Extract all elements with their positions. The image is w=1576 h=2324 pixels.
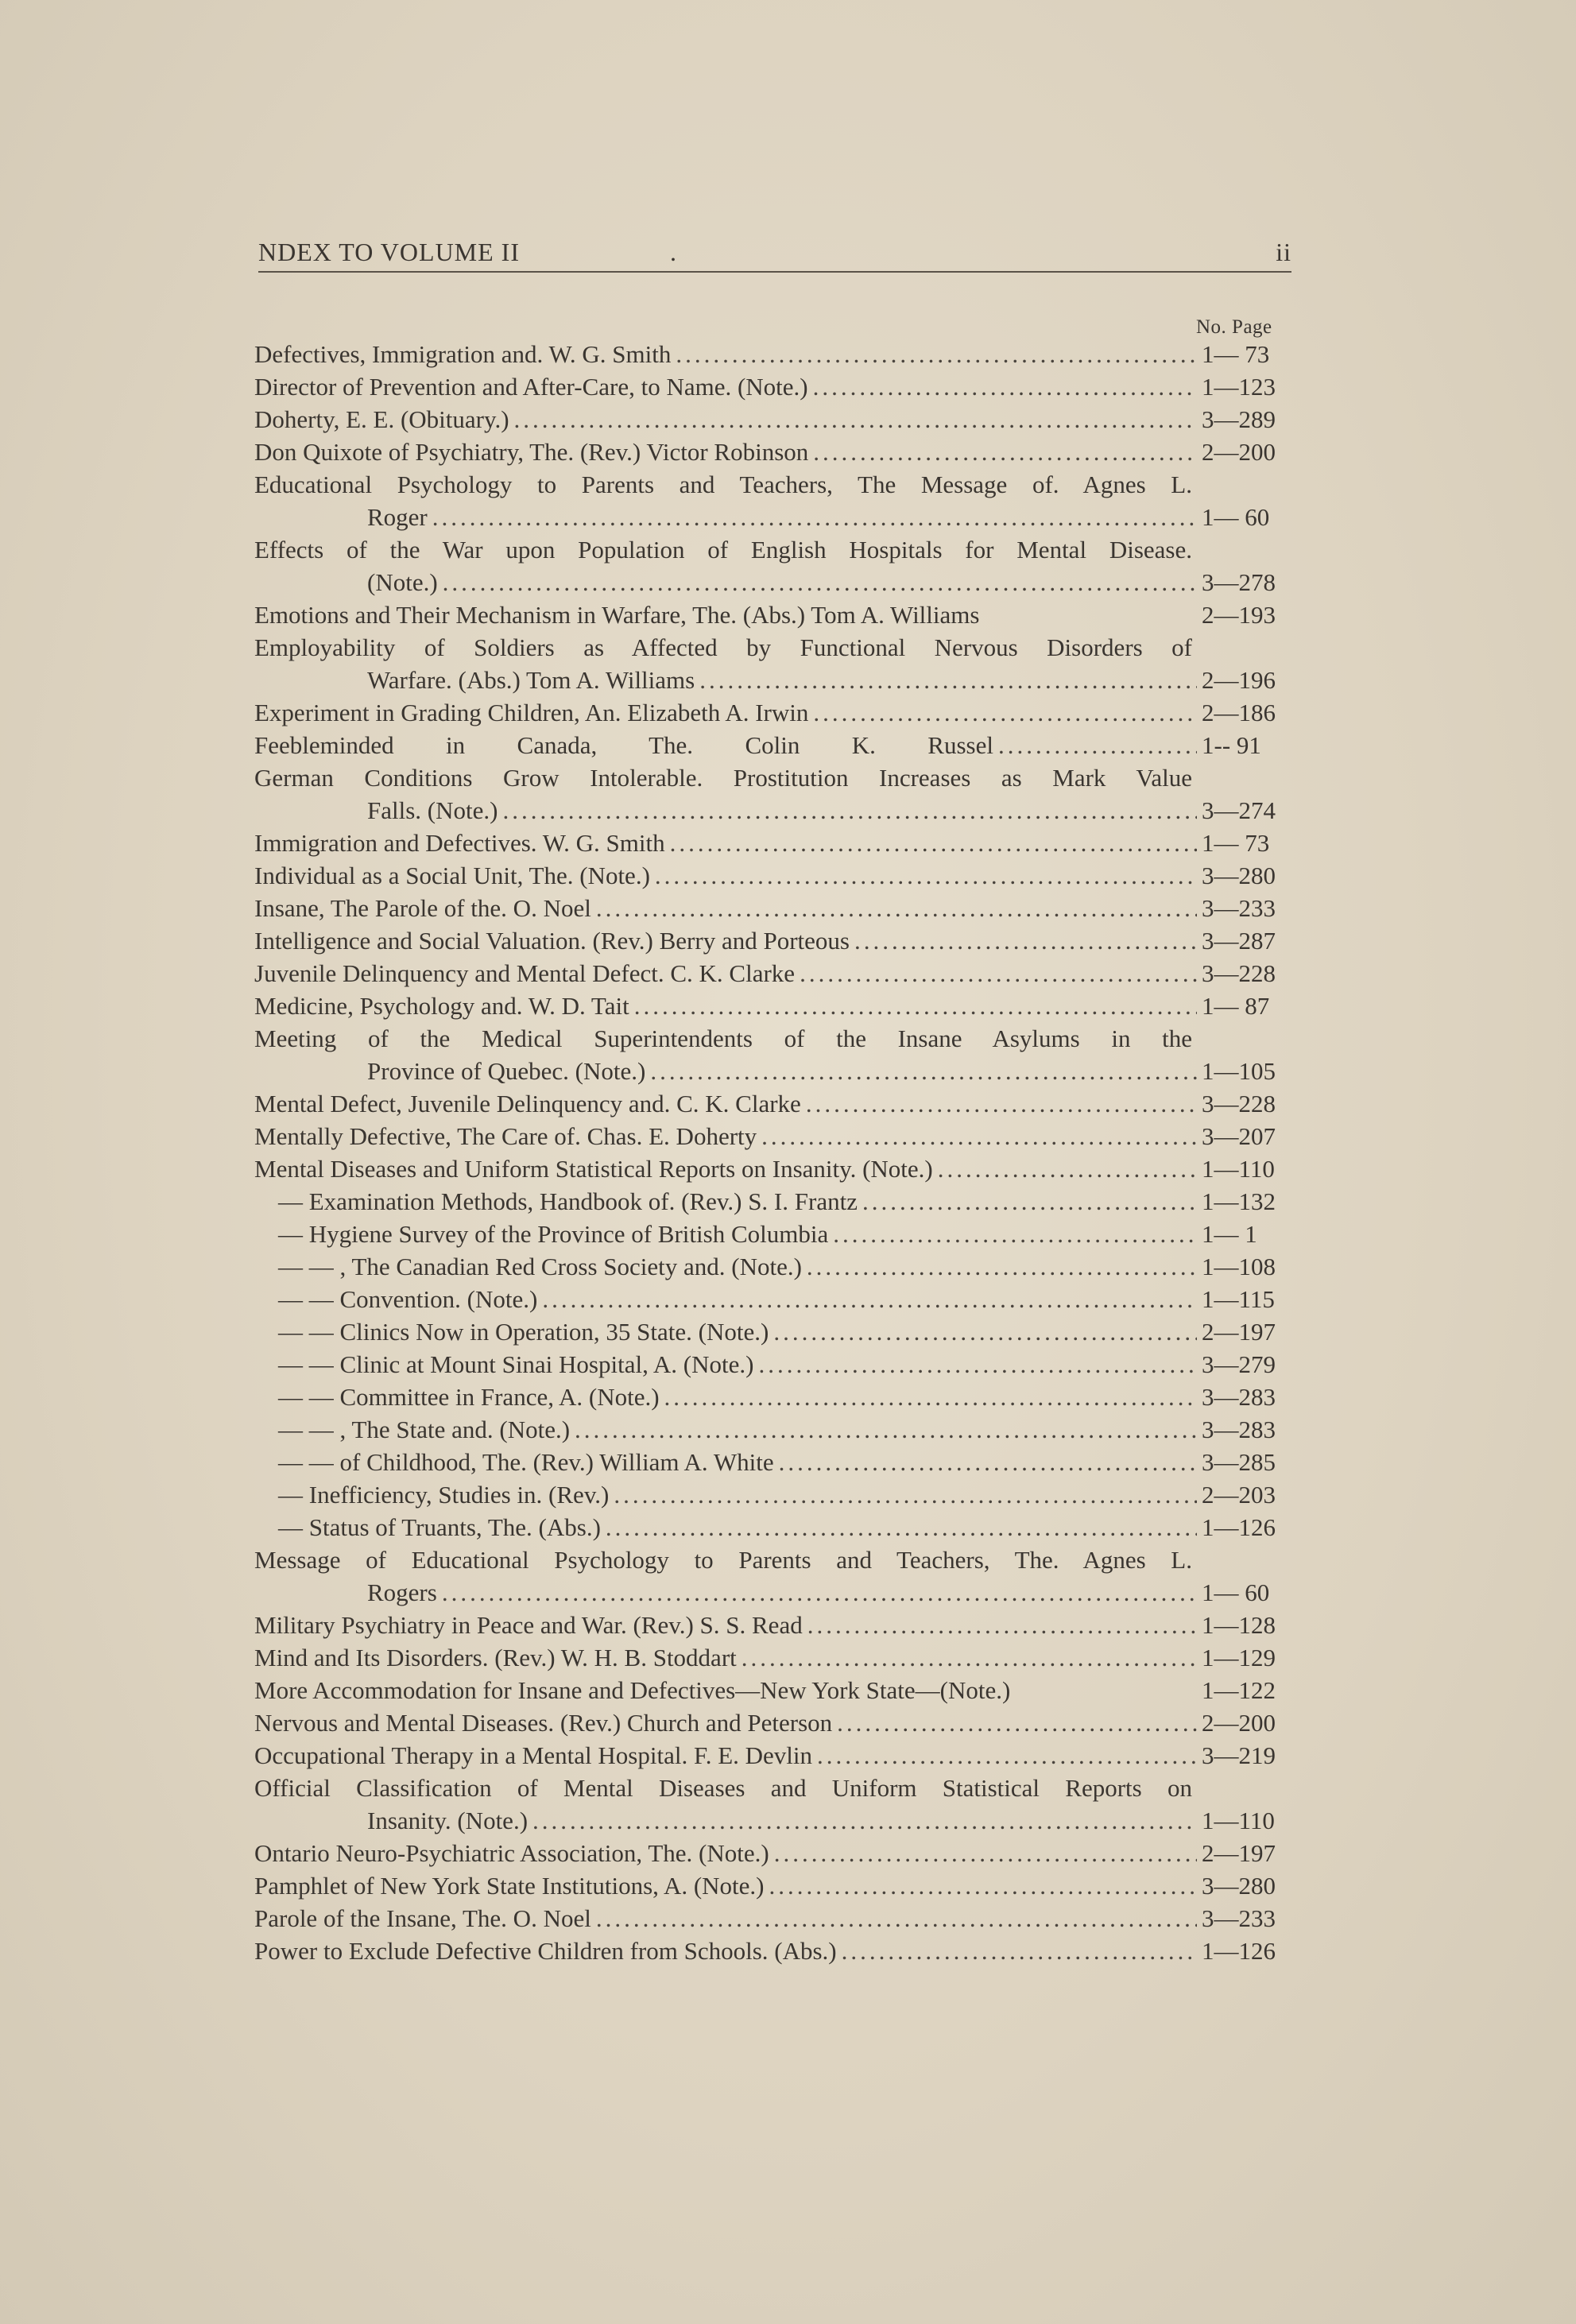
page-reference: 3—283 [1202,1383,1276,1411]
index-entry [254,1185,1295,1218]
page-reference: 2—193 [1202,601,1276,629]
index-entry [254,1706,1295,1739]
entry-text: Province of Quebec. (Note.) [367,1057,646,1085]
index-entry [254,1674,1295,1706]
entry-line [254,501,1295,533]
entry-text: Meeting of the Medical Superintendents of the Insane Asylums in the [254,1024,1192,1052]
entry-line [254,1706,1295,1739]
entry-line-wrapped [254,1544,1295,1576]
entry-text: Rogers [367,1578,437,1606]
entry-text: Director of Prevention and After-Care, to Name. (Note.) [254,373,808,401]
leader-dots [664,1381,1197,1413]
entry-text: Feebleminded in Canada, The. Colin K. Russel [254,731,993,759]
page-reference: 2—200 [1202,1709,1276,1737]
entry-line [254,1935,1295,1967]
entry-line [254,1609,1295,1641]
entry-text: Individual as a Social Unit, The. (Note.) [254,862,650,889]
header-rule [258,271,1291,273]
index-entries [254,338,1295,1967]
entry-text: — — Committee in France, A. (Note.) [278,1383,660,1411]
entry-line [254,1283,1295,1315]
index-entry [254,957,1295,990]
leader-dots [773,1315,1197,1348]
entry-text: (Note.) [367,568,438,596]
entry-text: Message of Educational Psychology to Parents and Teachers, The. Agnes L. [254,1546,1192,1574]
index-entry [254,924,1295,957]
page-reference: 1—126 [1202,1513,1276,1541]
page-reference: 1—128 [1202,1611,1276,1639]
entry-line [254,1218,1295,1250]
index-entry [254,338,1295,370]
index-entry [254,1087,1295,1120]
index-entry [254,1544,1295,1609]
leader-dots [998,729,1197,761]
entry-text: Parole of the Insane, The. O. Noel [254,1904,591,1932]
index-entry [254,827,1295,859]
entry-line [254,566,1295,598]
page-reference: 1—129 [1202,1644,1276,1671]
index-entry [254,1641,1295,1674]
page-reference: 2—186 [1202,699,1276,726]
entry-text: — — , The Canadian Red Cross Society and. (Note.) [278,1253,802,1280]
entry-text: — Status of Truants, The. (Abs.) [278,1513,601,1541]
leader-dots [813,370,1197,403]
leader-dots [813,696,1197,729]
entry-line [254,664,1295,696]
entry-text: Insane, The Parole of the. O. Noel [254,894,591,922]
entry-line [254,957,1295,990]
entry-line [254,892,1295,924]
leader-dots [699,664,1197,696]
entry-line-wrapped [254,533,1295,566]
leader-dots [807,1609,1197,1641]
index-entry [254,631,1295,696]
index-entry [254,1739,1295,1772]
leader-dots [938,1152,1197,1185]
page-reference: 1—123 [1202,373,1276,401]
leader-dots [800,957,1197,990]
leader-dots [443,566,1197,598]
entry-line [254,859,1295,892]
page-reference: 2—200 [1202,438,1276,466]
page-reference: 3—289 [1202,405,1276,433]
leader-dots [769,1869,1198,1902]
leader-dots [676,338,1197,370]
entry-line [254,1348,1295,1381]
entry-text: Military Psychiatry in Peace and War. (Rev.) S. S. Read [254,1611,803,1639]
index-entry [254,403,1295,436]
entry-line [254,436,1295,468]
leader-dots [817,1739,1197,1772]
index-entry [254,1152,1295,1185]
entry-line [254,1739,1295,1772]
entry-text: Official Classification of Mental Diseases and Uniform Statistical Reports on [254,1774,1192,1802]
page-reference: 3—228 [1202,959,1276,987]
leader-dots [806,1087,1197,1120]
index-entry [254,598,1295,631]
page-reference: 3—287 [1202,927,1276,955]
entry-text: Juvenile Delinquency and Mental Defect. C. K. Clarke [254,959,796,987]
entry-line [254,1087,1295,1120]
index-entry [254,696,1295,729]
index-entry [254,1446,1295,1478]
entry-line [254,1576,1295,1609]
entry-line [254,1837,1295,1869]
index-entry [254,1837,1295,1869]
page-reference: 3—278 [1202,568,1276,596]
leader-dots [854,924,1197,957]
entry-line [254,370,1295,403]
index-entry [254,729,1295,761]
page-reference: 3—219 [1202,1741,1276,1769]
leader-dots [655,859,1197,892]
page-reference: 1— 60 [1202,503,1270,531]
page-reference: 2—197 [1202,1318,1276,1346]
page-reference: 1— 60 [1202,1578,1270,1606]
index-entry [254,1413,1295,1446]
page-reference: 3—207 [1202,1122,1276,1150]
entry-line [254,696,1295,729]
entry-line [254,598,1295,631]
index-entry [254,1772,1295,1837]
leader-dots [575,1413,1197,1446]
page-reference: 2—197 [1202,1839,1276,1867]
page-reference: 3—274 [1202,796,1276,824]
page-reference: 3—283 [1202,1416,1276,1443]
page-reference: 3—279 [1202,1350,1276,1378]
page-reference: 2—203 [1202,1481,1276,1509]
entry-text: Warfare. (Abs.) Tom A. Williams [367,666,695,694]
page-reference: 1—110 [1202,1155,1275,1183]
page-reference: 3—228 [1202,1090,1276,1117]
leader-dots [862,1185,1197,1218]
page-reference: 3—280 [1202,862,1276,889]
index-entry [254,1283,1295,1315]
index-entry [254,859,1295,892]
entry-text: — — Convention. (Note.) [278,1285,538,1313]
entry-text: Medicine, Psychology and. W. D. Tait [254,992,629,1020]
leader-dots [670,827,1197,859]
index-entry [254,1218,1295,1250]
leader-dots [596,1902,1197,1935]
entry-line [254,794,1295,827]
leader-dots [502,794,1197,827]
index-entry [254,1935,1295,1967]
entry-line-wrapped [254,1772,1295,1804]
entry-line [254,1120,1295,1152]
page-reference: 3—280 [1202,1872,1276,1900]
entry-line [254,990,1295,1022]
entry-line [254,1804,1295,1837]
index-entry [254,1609,1295,1641]
leader-dots [758,1348,1197,1381]
entry-text: — — Clinic at Mount Sinai Hospital, A. (Note.) [278,1350,754,1378]
page-reference: 1—105 [1202,1057,1276,1085]
page-number: ii [1276,238,1291,266]
index-entry [254,892,1295,924]
index-entry [254,761,1295,827]
page-reference: 1— 1 [1202,1220,1257,1248]
index-entry [254,436,1295,468]
leader-dots [779,1446,1197,1478]
index-entry [254,1120,1295,1152]
entry-line [254,1674,1295,1706]
entry-line [254,1902,1295,1935]
entry-line [254,729,1295,761]
entry-line [254,1381,1295,1413]
entry-line [254,827,1295,859]
page-reference: 1—110 [1202,1807,1275,1834]
entry-line [254,1641,1295,1674]
leader-dots [442,1576,1197,1609]
entry-text: Mind and Its Disorders. (Rev.) W. H. B. Stoddart [254,1644,737,1671]
page-reference: 1—108 [1202,1253,1276,1280]
page-reference: 1—126 [1202,1937,1276,1965]
leader-dots [761,1120,1197,1152]
entry-text: — Hygiene Survey of the Province of British Columbia [278,1220,829,1248]
leader-dots [514,403,1197,436]
entry-text: Doherty, E. E. (Obituary.) [254,405,509,433]
entry-text: Roger [367,503,428,531]
page-reference: 1—115 [1202,1285,1275,1313]
page-reference: 3—233 [1202,1904,1276,1932]
leader-dots [542,1283,1197,1315]
page-reference: 1—122 [1202,1676,1276,1704]
leader-dots [774,1837,1197,1869]
entry-text: Emotions and Their Mechanism in Warfare, The. (Abs.) Tom A. Williams [254,601,980,629]
entry-line [254,1511,1295,1544]
entry-text: Effects of the War upon Population of English Hospitals for Mental Disease. [254,536,1192,564]
entry-text: Immigration and Defectives. W. G. Smith [254,829,665,857]
page-reference: 1-- 91 [1202,731,1261,759]
entry-line [254,1315,1295,1348]
column-header: No. Page [1196,316,1272,338]
entry-text: Insanity. (Note.) [367,1807,529,1834]
entry-line [254,924,1295,957]
entry-line [254,1446,1295,1478]
entry-line [254,1055,1295,1087]
index-entry [254,1022,1295,1087]
entry-text: Pamphlet of New York State Institutions, A. (Note.) [254,1872,765,1900]
leader-dots [614,1478,1197,1511]
page-reference: 1— 73 [1202,340,1270,368]
entry-text: Mental Diseases and Uniform Statistical Reports on Insanity. (Note.) [254,1155,933,1183]
entry-text: Educational Psychology to Parents and Teachers, The Message of. Agnes L. [254,471,1192,498]
page-reference: 3—233 [1202,894,1276,922]
entry-line [254,403,1295,436]
leader-dots [742,1641,1197,1674]
entry-text: — Examination Methods, Handbook of. (Rev.) S. I. Frantz [278,1187,858,1215]
index-entry [254,990,1295,1022]
index-entry [254,1478,1295,1511]
entry-line-wrapped [254,761,1295,794]
leader-dots [833,1218,1197,1250]
entry-line [254,1869,1295,1902]
entry-text: — — of Childhood, The. (Rev.) William A. White [278,1448,774,1476]
entry-text: — — Clinics Now in Operation, 35 State. (Note.) [278,1318,769,1346]
entry-text: Occupational Therapy in a Mental Hospital. F. E. Devlin [254,1741,813,1769]
leader-dots [532,1804,1197,1837]
entry-text: Defectives, Immigration and. W. G. Smith [254,340,672,368]
index-entry [254,1869,1295,1902]
leader-dots [807,1250,1197,1283]
index-entry [254,370,1295,403]
entry-line-wrapped [254,468,1295,501]
entry-line [254,1185,1295,1218]
index-entry [254,1902,1295,1935]
entry-text: Intelligence and Social Valuation. (Rev.) Berry and Porteous [254,927,850,955]
index-entry [254,1348,1295,1381]
index-entry [254,1315,1295,1348]
entry-line [254,1413,1295,1446]
index-entry [254,1250,1295,1283]
leader-dots [813,436,1197,468]
leader-dots [842,1935,1197,1967]
entry-text: Experiment in Grading Children, An. Elizabeth A. Irwin [254,699,809,726]
index-entry [254,1381,1295,1413]
header-dot: . [670,238,677,266]
page-reference: 1— 73 [1202,829,1270,857]
entry-line-wrapped [254,1022,1295,1055]
leader-dots [650,1055,1197,1087]
entry-text: Employability of Soldiers as Affected by Functional Nervous Disorders of [254,633,1192,661]
entry-line [254,1152,1295,1185]
entry-text: German Conditions Grow Intolerable. Prostitution Increases as Mark Value [254,764,1192,792]
page-reference: 3—285 [1202,1448,1276,1476]
entry-line-wrapped [254,631,1295,664]
leader-dots [596,892,1197,924]
entry-text: Mentally Defective, The Care of. Chas. E. Doherty [254,1122,757,1150]
entry-text: Mental Defect, Juvenile Delinquency and. C. K. Clarke [254,1090,801,1117]
entry-text: Nervous and Mental Diseases. (Rev.) Church and Peterson [254,1709,833,1737]
entry-text: Power to Exclude Defective Children from Schools. (Abs.) [254,1937,837,1965]
entry-text: — — , The State and. (Note.) [278,1416,571,1443]
entry-text: Don Quixote of Psychiatry, The. (Rev.) Victor Robinson [254,438,809,466]
index-entry [254,468,1295,533]
index-entry [254,1511,1295,1544]
entry-text: More Accommodation for Insane and Defectives—New York State—(Note.) [254,1676,1011,1704]
entry-text: Ontario Neuro-Psychiatric Association, The. (Note.) [254,1839,769,1867]
page-reference: 1—132 [1202,1187,1276,1215]
leader-dots [634,990,1197,1022]
leader-dots [432,501,1197,533]
entry-line [254,338,1295,370]
entry-text: — Inefficiency, Studies in. (Rev.) [278,1481,610,1509]
page-reference: 2—196 [1202,666,1276,694]
leader-dots [606,1511,1197,1544]
entry-line [254,1478,1295,1511]
page-reference: 1— 87 [1202,992,1270,1020]
index-entry [254,533,1295,598]
leader-dots [837,1706,1197,1739]
running-header [258,234,1291,271]
running-title: NDEX TO VOLUME II [258,238,520,266]
entry-text: Falls. (Note.) [367,796,498,824]
entry-line [254,1250,1295,1283]
